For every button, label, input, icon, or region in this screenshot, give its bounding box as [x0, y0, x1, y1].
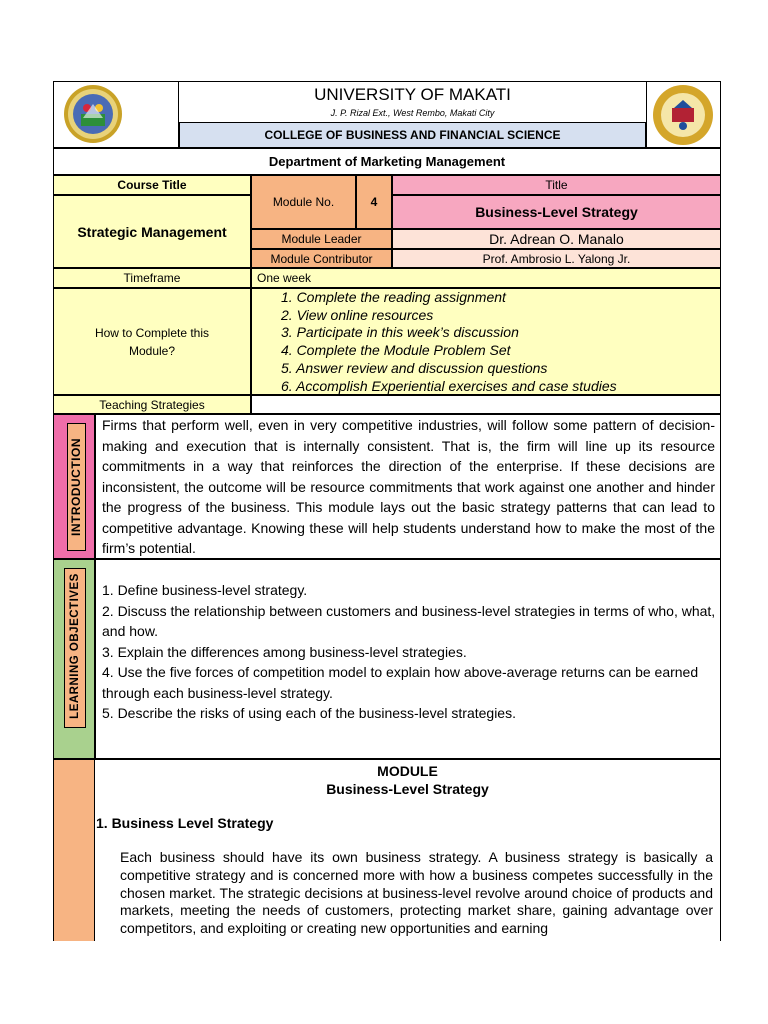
right-seal-cell: [646, 81, 721, 148]
how-to-complete-steps: [251, 288, 721, 395]
header-title-cell: [179, 81, 646, 122]
module-no-label: Module No.: [251, 175, 356, 229]
module-subheading: Business-Level Strategy: [326, 781, 489, 797]
timeframe-value: One week: [251, 268, 721, 288]
title-label: Title: [392, 175, 721, 195]
introduction-side: [53, 414, 95, 559]
module-contributor-value: Prof. Ambrosio L. Yalong Jr.: [392, 249, 721, 268]
step-item: 4. Complete the Module Problem Set: [281, 342, 511, 359]
course-title-value: Strategic Management: [53, 195, 251, 268]
module-contributor-label: Module Contributor: [251, 249, 392, 268]
teaching-strategies-label: Teaching Strategies: [53, 395, 251, 414]
module-title: Business-Level Strategy: [392, 195, 721, 229]
steps-list: [281, 289, 720, 395]
objective-item: 3. Explain the differences among business-level strategies.: [102, 643, 467, 660]
university-name: UNIVERSITY OF MAKATI: [314, 85, 511, 104]
teaching-strategies-value: [251, 395, 721, 414]
university-seal: [652, 84, 714, 146]
section-title: 1. Business Level Strategy: [96, 815, 274, 831]
objectives-side: [53, 559, 95, 759]
step-item: 3. Participate in this week’s discussion: [281, 324, 519, 341]
timeframe-label: Timeframe: [53, 268, 251, 288]
college-name: COLLEGE OF BUSINESS AND FINANCIAL SCIENCE: [179, 122, 646, 148]
university-logo: [63, 84, 123, 144]
objective-item: 2. Discuss the relationship between customers and business-level strategies in terms of who, what, and how.: [102, 602, 716, 639]
objective-item: 1. Define business-level strategy.: [102, 582, 308, 598]
introduction-text: Firms that perform well, even in very competitive industries, will follow some pattern of decision-making and execution that is internally consistent. That is, the firm will line up its resource commitments in a way that reinforces the direction of the enterprise. If these decisions are inconsistent, the outcome will be resource commitments that work against one another and hinder the progress of the business. This module lays out the basic strategy patterns that can lead to competitive advantage. Knowing these will help students understand how to make the most of the firm’s potential.: [102, 417, 715, 556]
module-body: [95, 759, 721, 941]
module-leader-label: Module Leader: [251, 229, 392, 249]
university-address: J. P. Rizal Ext., West Rembo, Makati City: [330, 108, 495, 118]
module-no-value: 4: [356, 175, 392, 229]
department-name: Department of Marketing Management: [53, 148, 721, 175]
how-to-complete-label: How to Complete this Module?: [53, 288, 251, 395]
objectives-body: [95, 559, 721, 759]
module-leader-value: Dr. Adrean O. Manalo: [392, 229, 721, 249]
left-logo-cell: [53, 81, 179, 148]
objectives-label: LEARNING OBJECTIVES: [69, 573, 81, 719]
module-heading: MODULE: [377, 763, 438, 779]
step-item: 5. Answer review and discussion questions: [281, 359, 548, 376]
introduction-body: [95, 414, 721, 559]
module-side: [53, 759, 95, 941]
step-item: 2. View online resources: [281, 306, 434, 323]
objective-item: 4. Use the five forces of competition model to explain how above-average returns can be earned through each business-level strategy.: [102, 664, 699, 701]
objective-item: 5. Describe the risks of using each of the business-level strategies.: [102, 705, 516, 721]
section-paragraph: Each business should have its own business strategy. A business strategy is basically a competitive strategy and is concerned more with how a business competes successfully in the chosen market. The strategic decisions at business-level revolve around choice of products and markets, meeting the needs of customers, protecting market share, gaining advantage over competitors, and exploiting or creating new opportunities and earning: [120, 849, 713, 937]
introduction-label: INTRODUCTION: [69, 438, 83, 536]
course-title-label: Course Title: [53, 175, 251, 195]
step-item: 6. Accomplish Experiential exercises and case studies: [281, 377, 617, 394]
step-item: 1. Complete the reading assignment: [281, 289, 506, 305]
